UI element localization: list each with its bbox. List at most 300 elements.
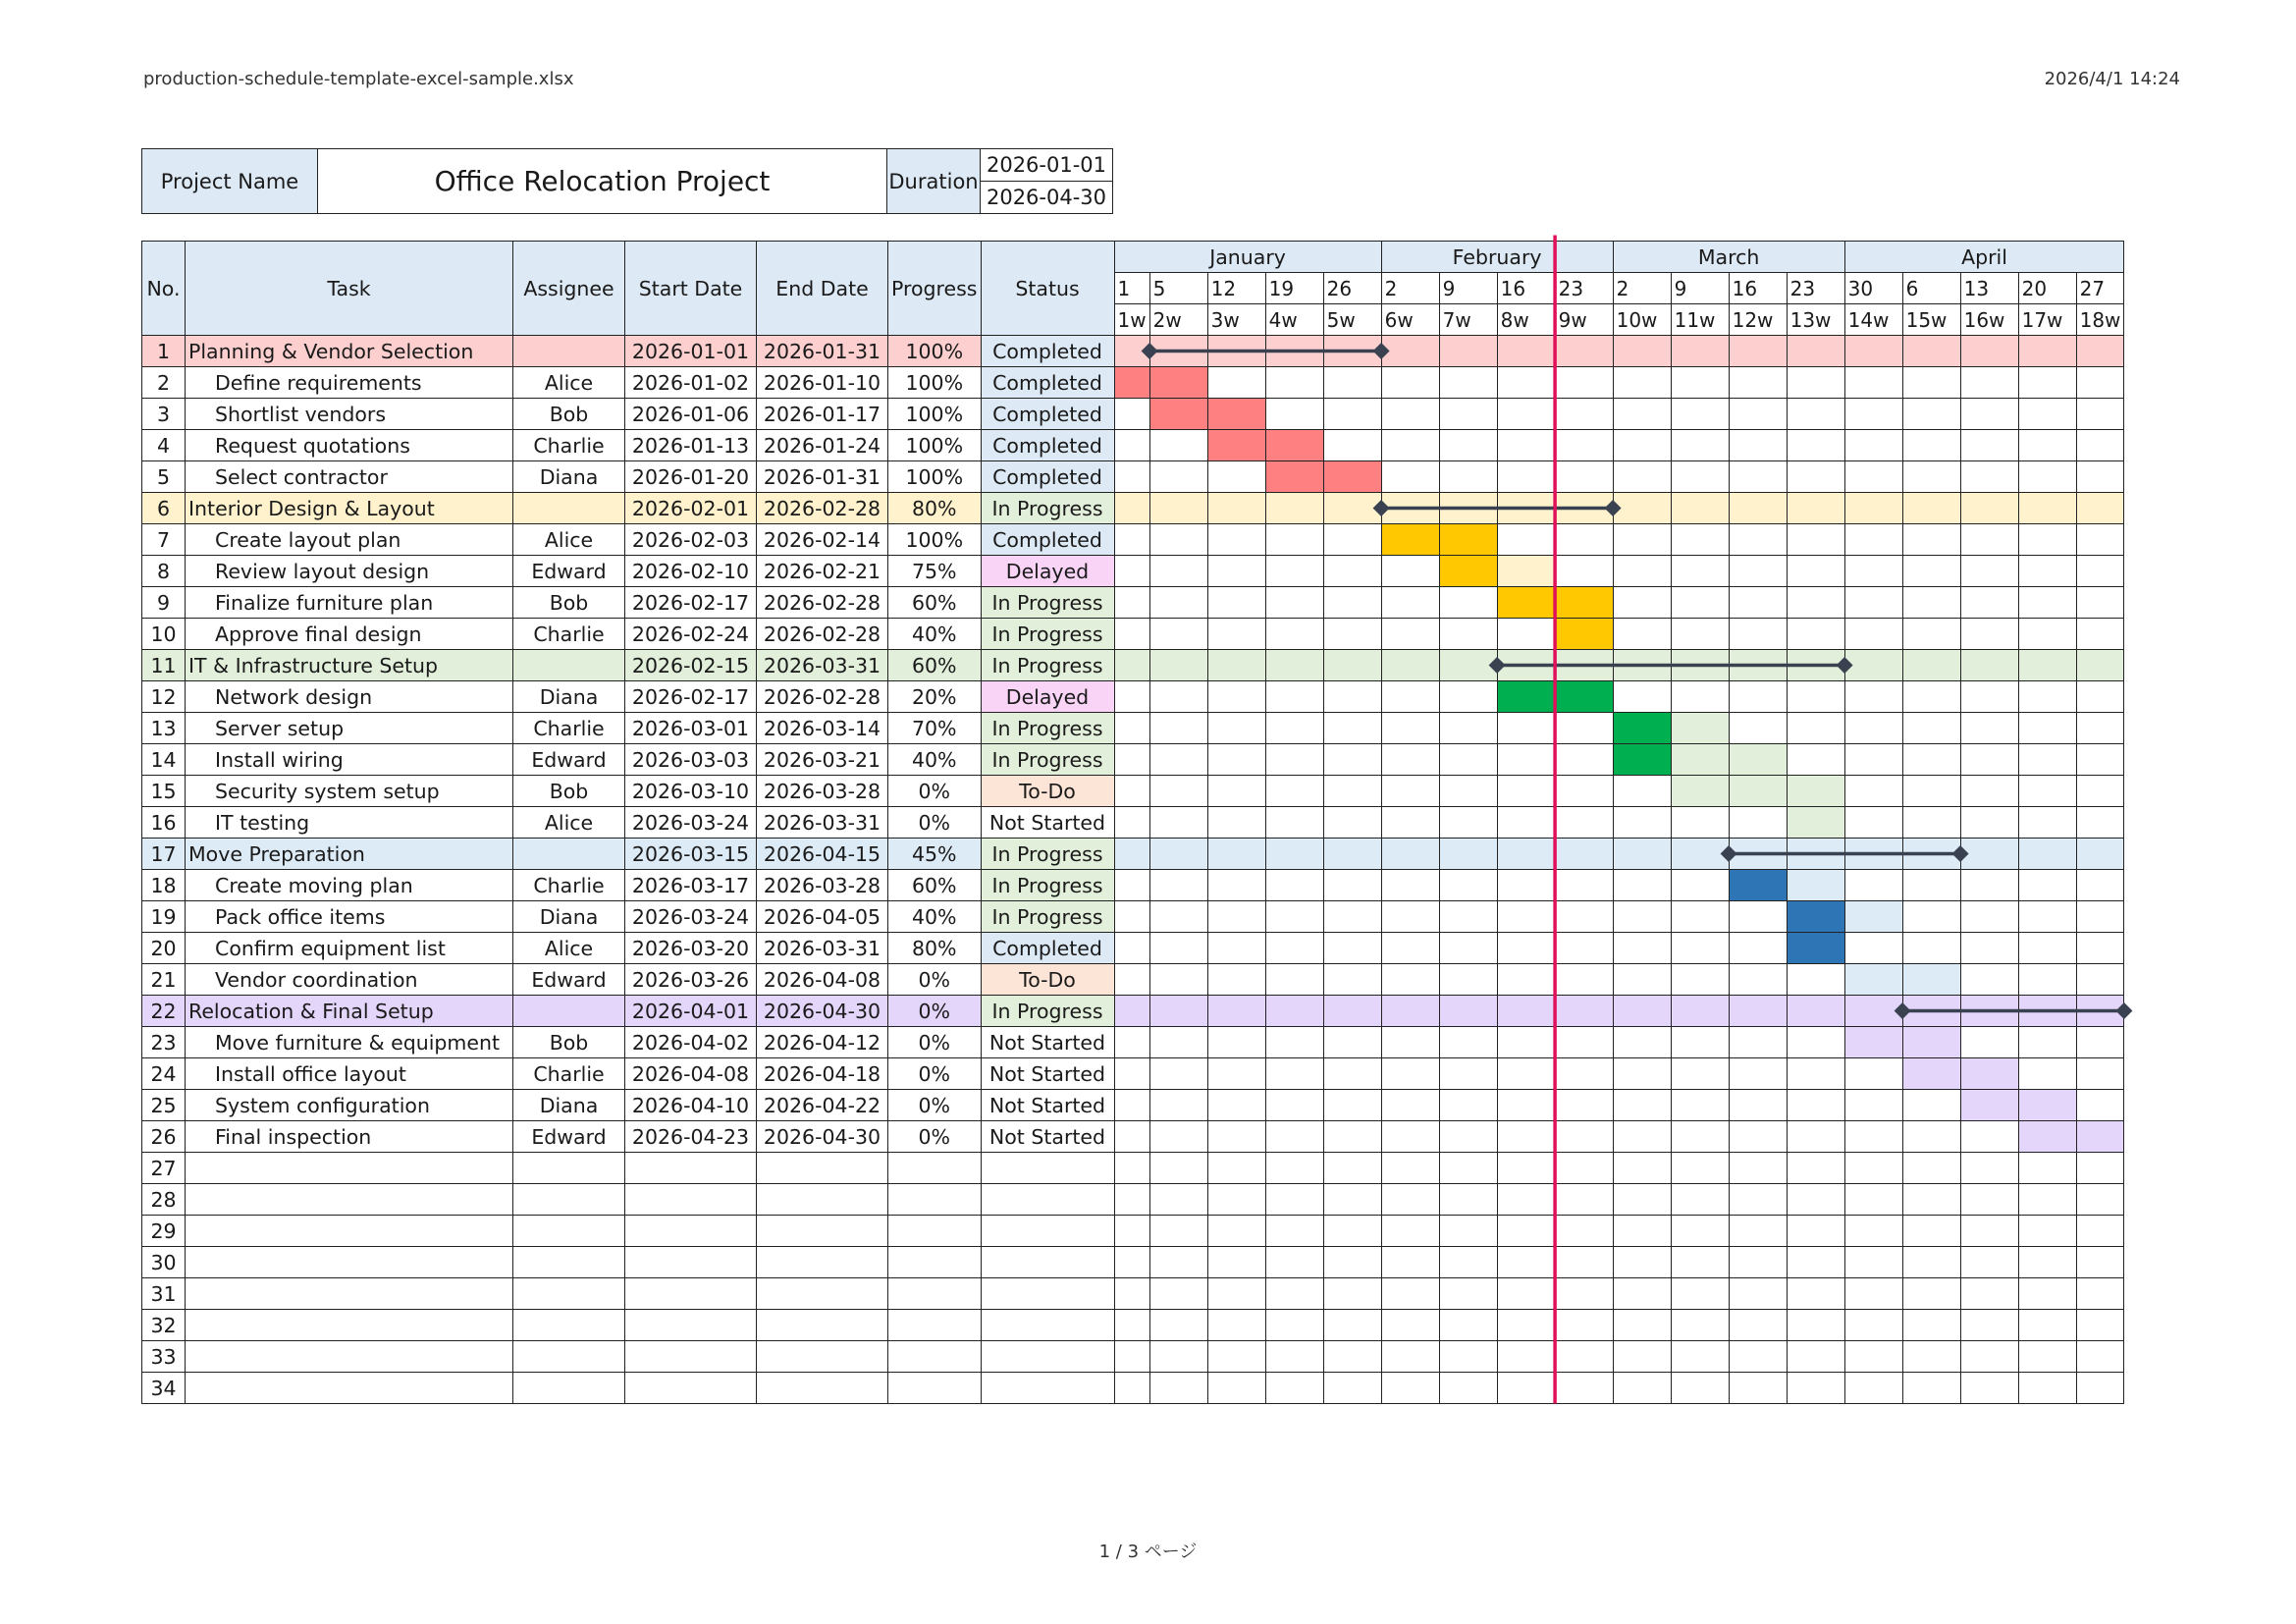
gantt-cell[interactable] [1323, 1216, 1381, 1247]
gantt-cell[interactable] [2018, 901, 2076, 933]
start-date[interactable]: 2026-01-01 [625, 336, 757, 367]
gantt-cell[interactable] [1439, 870, 1497, 901]
progress[interactable]: 40% [888, 744, 982, 776]
gantt-cell[interactable] [1207, 336, 1265, 367]
gantt-cell[interactable] [1497, 1121, 1555, 1153]
gantt-cell[interactable] [1207, 1247, 1265, 1278]
gantt-cell[interactable] [1902, 493, 1960, 524]
start-date[interactable]: 2026-02-15 [625, 650, 757, 681]
end-date[interactable]: 2026-01-31 [757, 461, 888, 493]
gantt-cell[interactable] [1671, 1216, 1729, 1247]
task-name[interactable]: IT testing [186, 807, 513, 839]
gantt-cell[interactable] [1381, 524, 1439, 556]
gantt-cell[interactable] [2018, 1121, 2076, 1153]
gantt-cell[interactable] [1960, 1216, 2018, 1247]
gantt-cell[interactable] [1613, 870, 1671, 901]
gantt-cell[interactable] [1960, 1090, 2018, 1121]
gantt-cell[interactable] [2018, 1373, 2076, 1404]
gantt-cell[interactable] [1729, 1216, 1787, 1247]
gantt-cell[interactable] [1381, 556, 1439, 587]
gantt-cell[interactable] [2076, 619, 2124, 650]
gantt-cell[interactable] [1149, 367, 1207, 399]
gantt-cell[interactable] [1902, 1341, 1960, 1373]
empty-cell[interactable] [757, 1153, 888, 1184]
gantt-cell[interactable] [1960, 870, 2018, 901]
gantt-cell[interactable] [1902, 619, 1960, 650]
end-date[interactable]: 2026-02-28 [757, 587, 888, 619]
row-number[interactable]: 13 [142, 713, 186, 744]
gantt-cell[interactable] [1555, 964, 1613, 996]
start-date[interactable]: 2026-03-15 [625, 839, 757, 870]
gantt-cell[interactable] [1114, 1153, 1149, 1184]
empty-cell[interactable] [757, 1278, 888, 1310]
gantt-cell[interactable] [1555, 524, 1613, 556]
gantt-cell[interactable] [1555, 1027, 1613, 1058]
row-number[interactable]: 34 [142, 1373, 186, 1404]
gantt-cell[interactable] [1265, 1090, 1323, 1121]
status-badge[interactable]: Completed [981, 367, 1114, 399]
gantt-cell[interactable] [1149, 1341, 1207, 1373]
gantt-cell[interactable] [1149, 556, 1207, 587]
gantt-cell[interactable] [1381, 336, 1439, 367]
gantt-cell[interactable] [1114, 1184, 1149, 1216]
gantt-cell[interactable] [1960, 901, 2018, 933]
gantt-cell[interactable] [1439, 1278, 1497, 1310]
assignee[interactable]: Alice [513, 807, 625, 839]
gantt-cell[interactable] [1787, 650, 1844, 681]
gantt-cell[interactable] [1207, 1090, 1265, 1121]
end-date[interactable]: 2026-04-05 [757, 901, 888, 933]
gantt-cell[interactable] [1439, 1090, 1497, 1121]
gantt-cell[interactable] [1787, 933, 1844, 964]
task-name[interactable]: Move Preparation [186, 839, 513, 870]
gantt-cell[interactable] [1497, 1310, 1555, 1341]
gantt-cell[interactable] [1844, 430, 1902, 461]
gantt-cell[interactable] [1902, 556, 1960, 587]
gantt-cell[interactable] [1497, 713, 1555, 744]
gantt-cell[interactable] [1439, 1058, 1497, 1090]
start-date[interactable]: 2026-01-13 [625, 430, 757, 461]
gantt-cell[interactable] [1844, 1027, 1902, 1058]
progress[interactable]: 100% [888, 399, 982, 430]
gantt-cell[interactable] [1114, 1121, 1149, 1153]
empty-cell[interactable] [981, 1310, 1114, 1341]
gantt-cell[interactable] [1787, 1027, 1844, 1058]
start-date[interactable]: 2026-04-10 [625, 1090, 757, 1121]
gantt-cell[interactable] [1671, 776, 1729, 807]
gantt-cell[interactable] [1671, 1310, 1729, 1341]
gantt-cell[interactable] [1671, 493, 1729, 524]
gantt-cell[interactable] [1729, 461, 1787, 493]
gantt-cell[interactable] [1323, 430, 1381, 461]
gantt-cell[interactable] [1207, 1341, 1265, 1373]
gantt-cell[interactable] [1439, 839, 1497, 870]
gantt-cell[interactable] [1497, 650, 1555, 681]
gantt-cell[interactable] [1149, 776, 1207, 807]
empty-cell[interactable] [888, 1216, 982, 1247]
gantt-cell[interactable] [1555, 399, 1613, 430]
gantt-cell[interactable] [2018, 1247, 2076, 1278]
gantt-cell[interactable] [1902, 996, 1960, 1027]
gantt-cell[interactable] [1729, 367, 1787, 399]
gantt-cell[interactable] [2076, 1153, 2124, 1184]
empty-row[interactable] [142, 1341, 2124, 1373]
gantt-cell[interactable] [1149, 933, 1207, 964]
gantt-cell[interactable] [1323, 744, 1381, 776]
empty-cell[interactable] [981, 1373, 1114, 1404]
gantt-cell[interactable] [1729, 713, 1787, 744]
gantt-cell[interactable] [1671, 713, 1729, 744]
gantt-cell[interactable] [1613, 1058, 1671, 1090]
gantt-cell[interactable] [1114, 807, 1149, 839]
gantt-cell[interactable] [2018, 681, 2076, 713]
gantt-cell[interactable] [1439, 524, 1497, 556]
gantt-cell[interactable] [1902, 1373, 1960, 1404]
progress[interactable]: 0% [888, 1090, 982, 1121]
gantt-cell[interactable] [1439, 1153, 1497, 1184]
task-name[interactable]: Network design [186, 681, 513, 713]
gantt-cell[interactable] [1729, 650, 1787, 681]
task-row[interactable] [142, 901, 2124, 933]
gantt-cell[interactable] [1960, 1278, 2018, 1310]
gantt-cell[interactable] [1114, 556, 1149, 587]
empty-cell[interactable] [625, 1341, 757, 1373]
gantt-cell[interactable] [1844, 1278, 1902, 1310]
gantt-cell[interactable] [1207, 650, 1265, 681]
gantt-cell[interactable] [1381, 933, 1439, 964]
gantt-cell[interactable] [1265, 493, 1323, 524]
gantt-cell[interactable] [1497, 1184, 1555, 1216]
gantt-cell[interactable] [1323, 336, 1381, 367]
gantt-cell[interactable] [1844, 1373, 1902, 1404]
gantt-cell[interactable] [1114, 839, 1149, 870]
gantt-cell[interactable] [2076, 1090, 2124, 1121]
gantt-cell[interactable] [1207, 681, 1265, 713]
gantt-cell[interactable] [1555, 461, 1613, 493]
gantt-cell[interactable] [1671, 619, 1729, 650]
gantt-cell[interactable] [1439, 367, 1497, 399]
gantt-cell[interactable] [1265, 587, 1323, 619]
gantt-cell[interactable] [1671, 336, 1729, 367]
end-date[interactable]: 2026-01-31 [757, 336, 888, 367]
gantt-cell[interactable] [1323, 776, 1381, 807]
gantt-cell[interactable] [1613, 681, 1671, 713]
task-row[interactable] [142, 399, 2124, 430]
progress[interactable]: 75% [888, 556, 982, 587]
gantt-cell[interactable] [1323, 461, 1381, 493]
empty-cell[interactable] [186, 1341, 513, 1373]
gantt-cell[interactable] [1613, 650, 1671, 681]
progress[interactable]: 20% [888, 681, 982, 713]
gantt-cell[interactable] [1613, 713, 1671, 744]
task-name[interactable]: Final inspection [186, 1121, 513, 1153]
gantt-cell[interactable] [1844, 1247, 1902, 1278]
gantt-cell[interactable] [1729, 1058, 1787, 1090]
gantt-cell[interactable] [1381, 587, 1439, 619]
gantt-cell[interactable] [1323, 493, 1381, 524]
gantt-cell[interactable] [1902, 933, 1960, 964]
gantt-cell[interactable] [1902, 399, 1960, 430]
gantt-cell[interactable] [1149, 336, 1207, 367]
gantt-cell[interactable] [1787, 996, 1844, 1027]
gantt-cell[interactable] [2018, 399, 2076, 430]
gantt-cell[interactable] [1497, 1373, 1555, 1404]
gantt-cell[interactable] [2018, 1058, 2076, 1090]
empty-cell[interactable] [513, 1184, 625, 1216]
gantt-cell[interactable] [1902, 461, 1960, 493]
gantt-cell[interactable] [1323, 1184, 1381, 1216]
gantt-cell[interactable] [1902, 367, 1960, 399]
gantt-cell[interactable] [1613, 1153, 1671, 1184]
gantt-cell[interactable] [2018, 619, 2076, 650]
empty-cell[interactable] [757, 1247, 888, 1278]
empty-cell[interactable] [513, 1153, 625, 1184]
gantt-cell[interactable] [1323, 713, 1381, 744]
gantt-cell[interactable] [1381, 713, 1439, 744]
end-date[interactable]: 2026-02-21 [757, 556, 888, 587]
empty-cell[interactable] [186, 1153, 513, 1184]
gantt-cell[interactable] [1497, 399, 1555, 430]
empty-cell[interactable] [757, 1216, 888, 1247]
gantt-cell[interactable] [1265, 839, 1323, 870]
progress[interactable]: 0% [888, 807, 982, 839]
gantt-cell[interactable] [1960, 430, 2018, 461]
gantt-cell[interactable] [1902, 1058, 1960, 1090]
gantt-cell[interactable] [1497, 336, 1555, 367]
gantt-cell[interactable] [1902, 1027, 1960, 1058]
assignee[interactable]: Charlie [513, 1058, 625, 1090]
gantt-cell[interactable] [1729, 430, 1787, 461]
row-number[interactable]: 26 [142, 1121, 186, 1153]
gantt-cell[interactable] [1844, 870, 1902, 901]
gantt-cell[interactable] [1497, 1058, 1555, 1090]
gantt-cell[interactable] [1902, 430, 1960, 461]
gantt-cell[interactable] [1555, 1121, 1613, 1153]
gantt-cell[interactable] [1207, 1121, 1265, 1153]
start-date[interactable]: 2026-03-10 [625, 776, 757, 807]
gantt-cell[interactable] [1149, 1121, 1207, 1153]
gantt-cell[interactable] [1497, 776, 1555, 807]
gantt-cell[interactable] [1114, 1058, 1149, 1090]
gantt-cell[interactable] [1960, 1184, 2018, 1216]
gantt-cell[interactable] [1114, 367, 1149, 399]
progress[interactable]: 60% [888, 587, 982, 619]
gantt-cell[interactable] [1207, 1216, 1265, 1247]
gantt-cell[interactable] [1671, 807, 1729, 839]
gantt-cell[interactable] [2076, 587, 2124, 619]
gantt-cell[interactable] [1207, 556, 1265, 587]
gantt-cell[interactable] [1960, 524, 2018, 556]
gantt-cell[interactable] [1323, 807, 1381, 839]
gantt-cell[interactable] [1613, 1090, 1671, 1121]
gantt-cell[interactable] [1381, 1216, 1439, 1247]
gantt-cell[interactable] [1844, 1216, 1902, 1247]
gantt-cell[interactable] [1787, 1373, 1844, 1404]
gantt-cell[interactable] [2076, 1278, 2124, 1310]
gantt-cell[interactable] [1207, 1184, 1265, 1216]
assignee[interactable]: Bob [513, 587, 625, 619]
gantt-cell[interactable] [1844, 1090, 1902, 1121]
gantt-cell[interactable] [1497, 744, 1555, 776]
status-badge[interactable]: To-Do [981, 964, 1114, 996]
empty-cell[interactable] [513, 1373, 625, 1404]
gantt-cell[interactable] [1613, 1121, 1671, 1153]
gantt-cell[interactable] [2076, 1216, 2124, 1247]
status-badge[interactable]: In Progress [981, 870, 1114, 901]
empty-row[interactable] [142, 1216, 2124, 1247]
gantt-cell[interactable] [1729, 681, 1787, 713]
gantt-cell[interactable] [1114, 933, 1149, 964]
gantt-cell[interactable] [1729, 1027, 1787, 1058]
gantt-cell[interactable] [1497, 870, 1555, 901]
gantt-cell[interactable] [1844, 524, 1902, 556]
gantt-cell[interactable] [1265, 336, 1323, 367]
task-row[interactable] [142, 933, 2124, 964]
status-badge[interactable]: In Progress [981, 901, 1114, 933]
gantt-cell[interactable] [1207, 744, 1265, 776]
gantt-cell[interactable] [1613, 461, 1671, 493]
gantt-cell[interactable] [1497, 461, 1555, 493]
gantt-cell[interactable] [1613, 493, 1671, 524]
gantt-cell[interactable] [1114, 964, 1149, 996]
gantt-cell[interactable] [1323, 367, 1381, 399]
gantt-cell[interactable] [1555, 713, 1613, 744]
gantt-cell[interactable] [1265, 650, 1323, 681]
gantt-cell[interactable] [1902, 901, 1960, 933]
start-date[interactable]: 2026-03-24 [625, 901, 757, 933]
status-badge[interactable]: Completed [981, 430, 1114, 461]
gantt-cell[interactable] [1381, 901, 1439, 933]
gantt-cell[interactable] [1114, 1278, 1149, 1310]
phase-row[interactable] [142, 650, 2124, 681]
gantt-cell[interactable] [1671, 870, 1729, 901]
gantt-cell[interactable] [1497, 556, 1555, 587]
gantt-cell[interactable] [1729, 1278, 1787, 1310]
start-date[interactable]: 2026-02-01 [625, 493, 757, 524]
gantt-cell[interactable] [1671, 1247, 1729, 1278]
gantt-cell[interactable] [1114, 524, 1149, 556]
gantt-cell[interactable] [1439, 776, 1497, 807]
gantt-cell[interactable] [1323, 619, 1381, 650]
progress[interactable]: 100% [888, 367, 982, 399]
progress[interactable]: 40% [888, 901, 982, 933]
gantt-cell[interactable] [2076, 336, 2124, 367]
progress[interactable]: 60% [888, 650, 982, 681]
status-badge[interactable]: Delayed [981, 556, 1114, 587]
gantt-cell[interactable] [1960, 776, 2018, 807]
row-number[interactable]: 29 [142, 1216, 186, 1247]
gantt-cell[interactable] [1555, 619, 1613, 650]
gantt-cell[interactable] [1207, 524, 1265, 556]
gantt-cell[interactable] [1787, 587, 1844, 619]
gantt-cell[interactable] [1439, 399, 1497, 430]
gantt-cell[interactable] [1555, 1341, 1613, 1373]
task-name[interactable]: Move furniture & equipment [186, 1027, 513, 1058]
gantt-cell[interactable] [1960, 1247, 2018, 1278]
row-number[interactable]: 27 [142, 1153, 186, 1184]
gantt-cell[interactable] [1844, 839, 1902, 870]
empty-cell[interactable] [625, 1247, 757, 1278]
gantt-cell[interactable] [1902, 524, 1960, 556]
gantt-cell[interactable] [1439, 933, 1497, 964]
gantt-cell[interactable] [2076, 650, 2124, 681]
gantt-cell[interactable] [1555, 1058, 1613, 1090]
gantt-cell[interactable] [1114, 681, 1149, 713]
gantt-cell[interactable] [2076, 713, 2124, 744]
gantt-cell[interactable] [1844, 619, 1902, 650]
gantt-cell[interactable] [1265, 1058, 1323, 1090]
gantt-cell[interactable] [1844, 1341, 1902, 1373]
gantt-cell[interactable] [1497, 493, 1555, 524]
empty-cell[interactable] [981, 1153, 1114, 1184]
gantt-cell[interactable] [1671, 430, 1729, 461]
gantt-cell[interactable] [1960, 933, 2018, 964]
gantt-cell[interactable] [1787, 399, 1844, 430]
gantt-cell[interactable] [1844, 399, 1902, 430]
task-row[interactable] [142, 1121, 2124, 1153]
empty-cell[interactable] [625, 1278, 757, 1310]
gantt-cell[interactable] [1439, 1121, 1497, 1153]
row-number[interactable]: 2 [142, 367, 186, 399]
gantt-cell[interactable] [1671, 367, 1729, 399]
gantt-cell[interactable] [1729, 1090, 1787, 1121]
gantt-cell[interactable] [1114, 713, 1149, 744]
empty-row[interactable] [142, 1247, 2124, 1278]
gantt-cell[interactable] [1114, 1341, 1149, 1373]
project-name[interactable]: Office Relocation Project [318, 149, 887, 214]
gantt-cell[interactable] [1149, 713, 1207, 744]
gantt-cell[interactable] [1439, 1373, 1497, 1404]
start-date[interactable]: 2026-03-01 [625, 713, 757, 744]
assignee[interactable]: Edward [513, 556, 625, 587]
gantt-cell[interactable] [1114, 587, 1149, 619]
gantt-cell[interactable] [1439, 807, 1497, 839]
gantt-cell[interactable] [1787, 807, 1844, 839]
gantt-cell[interactable] [1265, 1310, 1323, 1341]
row-number[interactable]: 19 [142, 901, 186, 933]
gantt-cell[interactable] [1671, 1058, 1729, 1090]
gantt-cell[interactable] [1149, 1373, 1207, 1404]
gantt-cell[interactable] [1207, 493, 1265, 524]
gantt-cell[interactable] [1497, 430, 1555, 461]
gantt-cell[interactable] [1960, 619, 2018, 650]
row-number[interactable]: 16 [142, 807, 186, 839]
gantt-cell[interactable] [1207, 461, 1265, 493]
gantt-cell[interactable] [1844, 1184, 1902, 1216]
gantt-cell[interactable] [1149, 587, 1207, 619]
gantt-cell[interactable] [1844, 681, 1902, 713]
gantt-cell[interactable] [1555, 430, 1613, 461]
gantt-cell[interactable] [1555, 996, 1613, 1027]
start-date[interactable]: 2026-03-17 [625, 870, 757, 901]
gantt-cell[interactable] [1613, 776, 1671, 807]
gantt-cell[interactable] [1439, 650, 1497, 681]
gantt-cell[interactable] [1844, 1153, 1902, 1184]
end-date[interactable]: 2026-03-31 [757, 650, 888, 681]
status-badge[interactable]: Not Started [981, 1058, 1114, 1090]
gantt-cell[interactable] [1613, 744, 1671, 776]
progress[interactable]: 40% [888, 619, 982, 650]
gantt-cell[interactable] [1613, 556, 1671, 587]
gantt-cell[interactable] [1497, 901, 1555, 933]
gantt-cell[interactable] [1114, 744, 1149, 776]
gantt-cell[interactable] [1613, 933, 1671, 964]
gantt-cell[interactable] [1787, 430, 1844, 461]
gantt-cell[interactable] [1844, 336, 1902, 367]
gantt-cell[interactable] [2018, 996, 2076, 1027]
row-number[interactable]: 24 [142, 1058, 186, 1090]
gantt-cell[interactable] [1555, 1278, 1613, 1310]
